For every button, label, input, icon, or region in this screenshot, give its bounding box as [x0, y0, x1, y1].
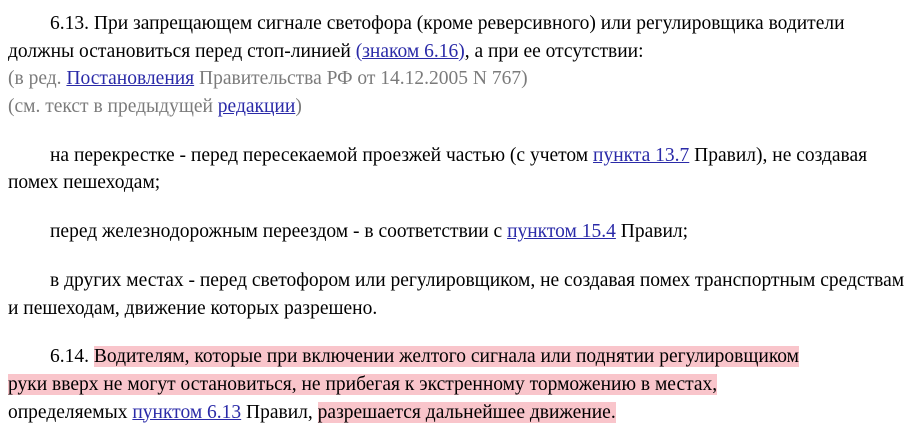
clause-6-13-text-after-link: , а при ее отсутствии: — [464, 40, 644, 62]
link-punkt-13-7[interactable]: пункта 13.7 — [593, 144, 690, 166]
clause-6-14-highlight-tail: разрешается дальнейшее движение. — [317, 401, 616, 423]
link-punkt-6-13[interactable]: пунктом 6.13 — [132, 401, 242, 423]
item-crossroad-text-before-link: на перекрестке - перед пересекаемой проезжей частью (с учетом — [50, 144, 594, 166]
link-postanovleniya[interactable]: Постановления — [66, 68, 195, 90]
edit-note-prefix: (в ред. — [8, 68, 67, 90]
link-sign-6-16[interactable]: (знаком 6.16) — [355, 40, 465, 62]
spacer-2 — [8, 197, 908, 218]
clause-6-14-number: 6.14. — [50, 346, 89, 368]
item-crossroad-text-after-link: Правил), не создавая помех пешеходам; — [8, 144, 868, 194]
item-railway-text-after-link: Правил; — [615, 221, 689, 243]
clause-6-14-paragraph — [8, 343, 908, 426]
clause-6-14-tail-before-link: определяемых — [8, 401, 133, 423]
spacer-1 — [8, 121, 908, 142]
clause-6-14-highlight-line-1: Водителям, которые при включении желтого сигнала или поднятии регулировщиком — [93, 346, 800, 368]
item-crossroad — [8, 142, 908, 197]
edit-note — [8, 65, 908, 93]
previous-edition-note — [8, 93, 908, 121]
clause-6-14-tail-mid: Правил, — [241, 401, 318, 423]
item-railway-text-before-link: перед железнодорожным переездом - в соответствии с — [50, 221, 508, 243]
clause-6-13-text-before-link: При запрещающем сигнале светофора (кроме реверсивного) или регулировщика водители должны остановиться перед стоп-линией — [8, 13, 845, 62]
previous-edition-prefix: (см. текст в предыдущей — [8, 96, 218, 118]
clause-6-14-highlight-line-2: руки вверх не могут остановиться, не прибегая к экстренному торможению в местах, — [8, 373, 718, 395]
clause-6-13-paragraph — [8, 10, 908, 65]
clause-6-13-number: 6.13. — [50, 13, 89, 34]
item-other-places: в других местах - перед светофором или регулировщиком, не создавая помех транспортным средствам и пешеходам, движение которых разрешено. — [8, 269, 905, 319]
link-punkt-15-4[interactable]: пунктом 15.4 — [507, 221, 616, 243]
spacer-3 — [8, 246, 908, 267]
edit-note-suffix: Правительства РФ от 14.12.2005 N 767) — [194, 68, 528, 90]
previous-edition-suffix: ) — [295, 96, 302, 118]
link-redakcii[interactable]: редакции — [217, 96, 296, 118]
item-railway-crossing — [8, 218, 908, 246]
spacer-4 — [8, 322, 908, 343]
